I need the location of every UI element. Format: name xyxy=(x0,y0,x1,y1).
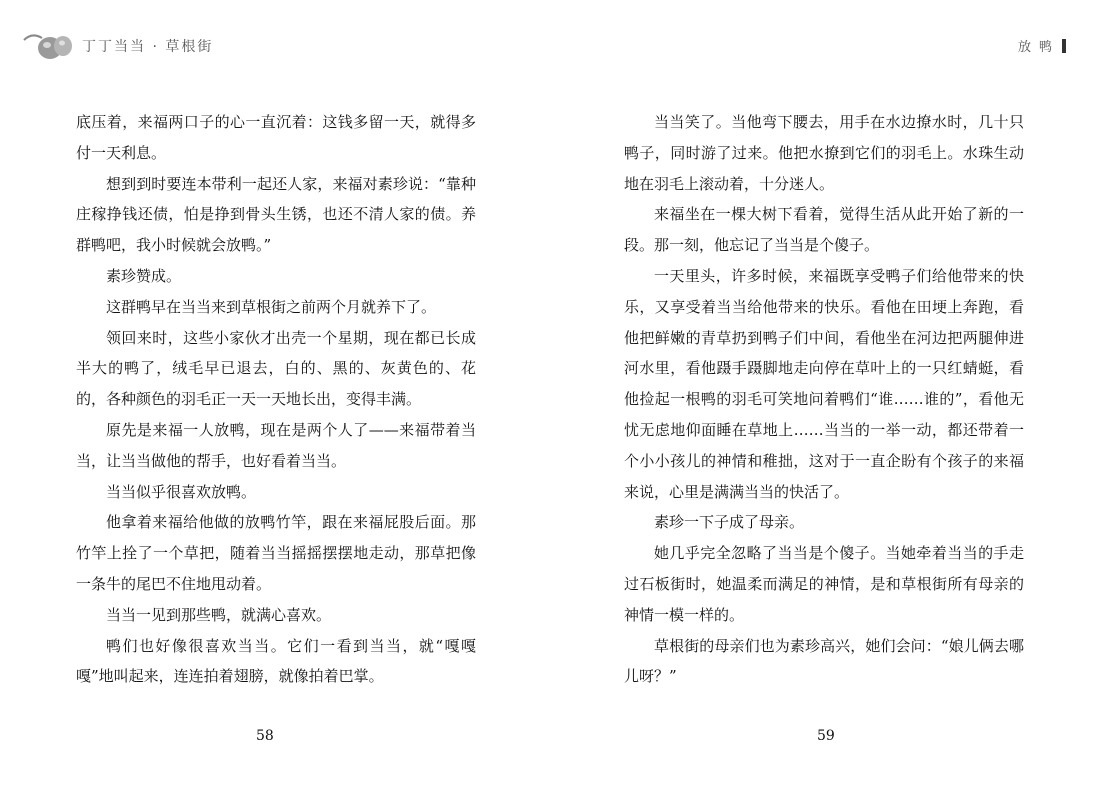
paragraph: 来福坐在一棵大树下看着，觉得生活从此开始了新的一段。那一刻，他忘记了当当是个傻子。 xyxy=(624,205,1024,255)
left-page-body xyxy=(76,107,476,692)
paragraph: 当当笑了。当他弯下腰去，用手在水边撩水时，几十只鸭子，同时游了过来。他把水撩到它们的羽毛上。水珠生动地在羽毛上滚动着，十分迷人。 xyxy=(624,113,1024,193)
paragraph: 一天里头，许多时候，来福既享受鸭子们给他带来的快乐，又享受着当当给他带来的快乐。看他在田埂上奔跑，看他把鲜嫩的青草扔到鸭子们中间，看他坐在河边把两腿伸进河水里，看他蹑手蹑脚地走向停在草叶上的一只红蜻蜓，看他捡起一根鸭的羽毛可笑地问着鸭们“谁……谁的”，看他无忧无虑地仰面睡在草地上……当当的一举一动，都还带着一个小小孩儿的神情和稚拙，这对于一直企盼有个孩子的来福来说，心里是满满当当的快活了。 xyxy=(624,266,1024,501)
paragraph: 他拿着来福给他做的放鸭竹竿，跟在来福屁股后面。那竹竿上拴了一个草把，随着当当摇摇摆摆地走动，那草把像一条牛的尾巴不住地甩动着。 xyxy=(76,513,476,593)
running-header-right xyxy=(1018,36,1066,55)
header-bar-marker xyxy=(1062,39,1066,53)
paragraph: 领回来时，这些小家伙才出壳一个星期，现在都已长成半大的鸭了，绒毛早已退去，白的、黑的、灰黄色的、花的，各种颜色的羽毛正一天一天地长出，变得丰满。 xyxy=(76,328,476,409)
paragraph: 鸭们也好像很喜欢当当。它们一看到当当，就“嘎嘎嘎”地叫起来，连连拍着翅膀，就像拍着巴掌。 xyxy=(76,636,476,686)
paragraph: 素珍一下子成了母亲。 xyxy=(654,513,805,532)
chapter-title: 放鸭 xyxy=(1017,40,1060,55)
paragraph: 想到到时要连本带利一起还人家，来福对素珍说：“靠种庄稼挣钱还债，怕是挣到骨头生锈，也还不清人家的债。养群鸭吧，我小时候就会放鸭。” xyxy=(76,174,476,255)
book-title: 丁丁当当 · 草根街 xyxy=(82,39,214,55)
paragraph: 原先是来福一人放鸭，现在是两个人了——来福带着当当，让当当做他的帮手，也好看着当当。 xyxy=(76,420,476,470)
running-header-left xyxy=(22,28,213,64)
page-number-left: 58 xyxy=(256,728,274,744)
paragraph: 当当似乎很喜欢放鸭。 xyxy=(106,482,257,501)
paragraph: 底压着，来福两口子的心一直沉着：这钱多留一天，就得多付一天利息。 xyxy=(76,113,476,162)
paragraph: 草根街的母亲们也为素珍高兴，她们会问：“娘儿俩去哪儿呀？” xyxy=(624,636,1024,686)
paragraph: 当当一见到那些鸭，就满心喜欢。 xyxy=(106,605,332,624)
page-number-right: 59 xyxy=(817,728,835,744)
paragraph: 这群鸭早在当当来到草根街之前两个月就养下了。 xyxy=(106,297,437,316)
gourd-logo-icon xyxy=(22,28,78,64)
paragraph: 她几乎完全忽略了当当是个傻子。当她牵着当当的手走过石板街时，她温柔而满足的神情，是和草根街所有母亲的神情一模一样的。 xyxy=(624,544,1024,624)
right-page-body xyxy=(624,107,1024,692)
paragraph: 素珍赞成。 xyxy=(106,266,182,285)
